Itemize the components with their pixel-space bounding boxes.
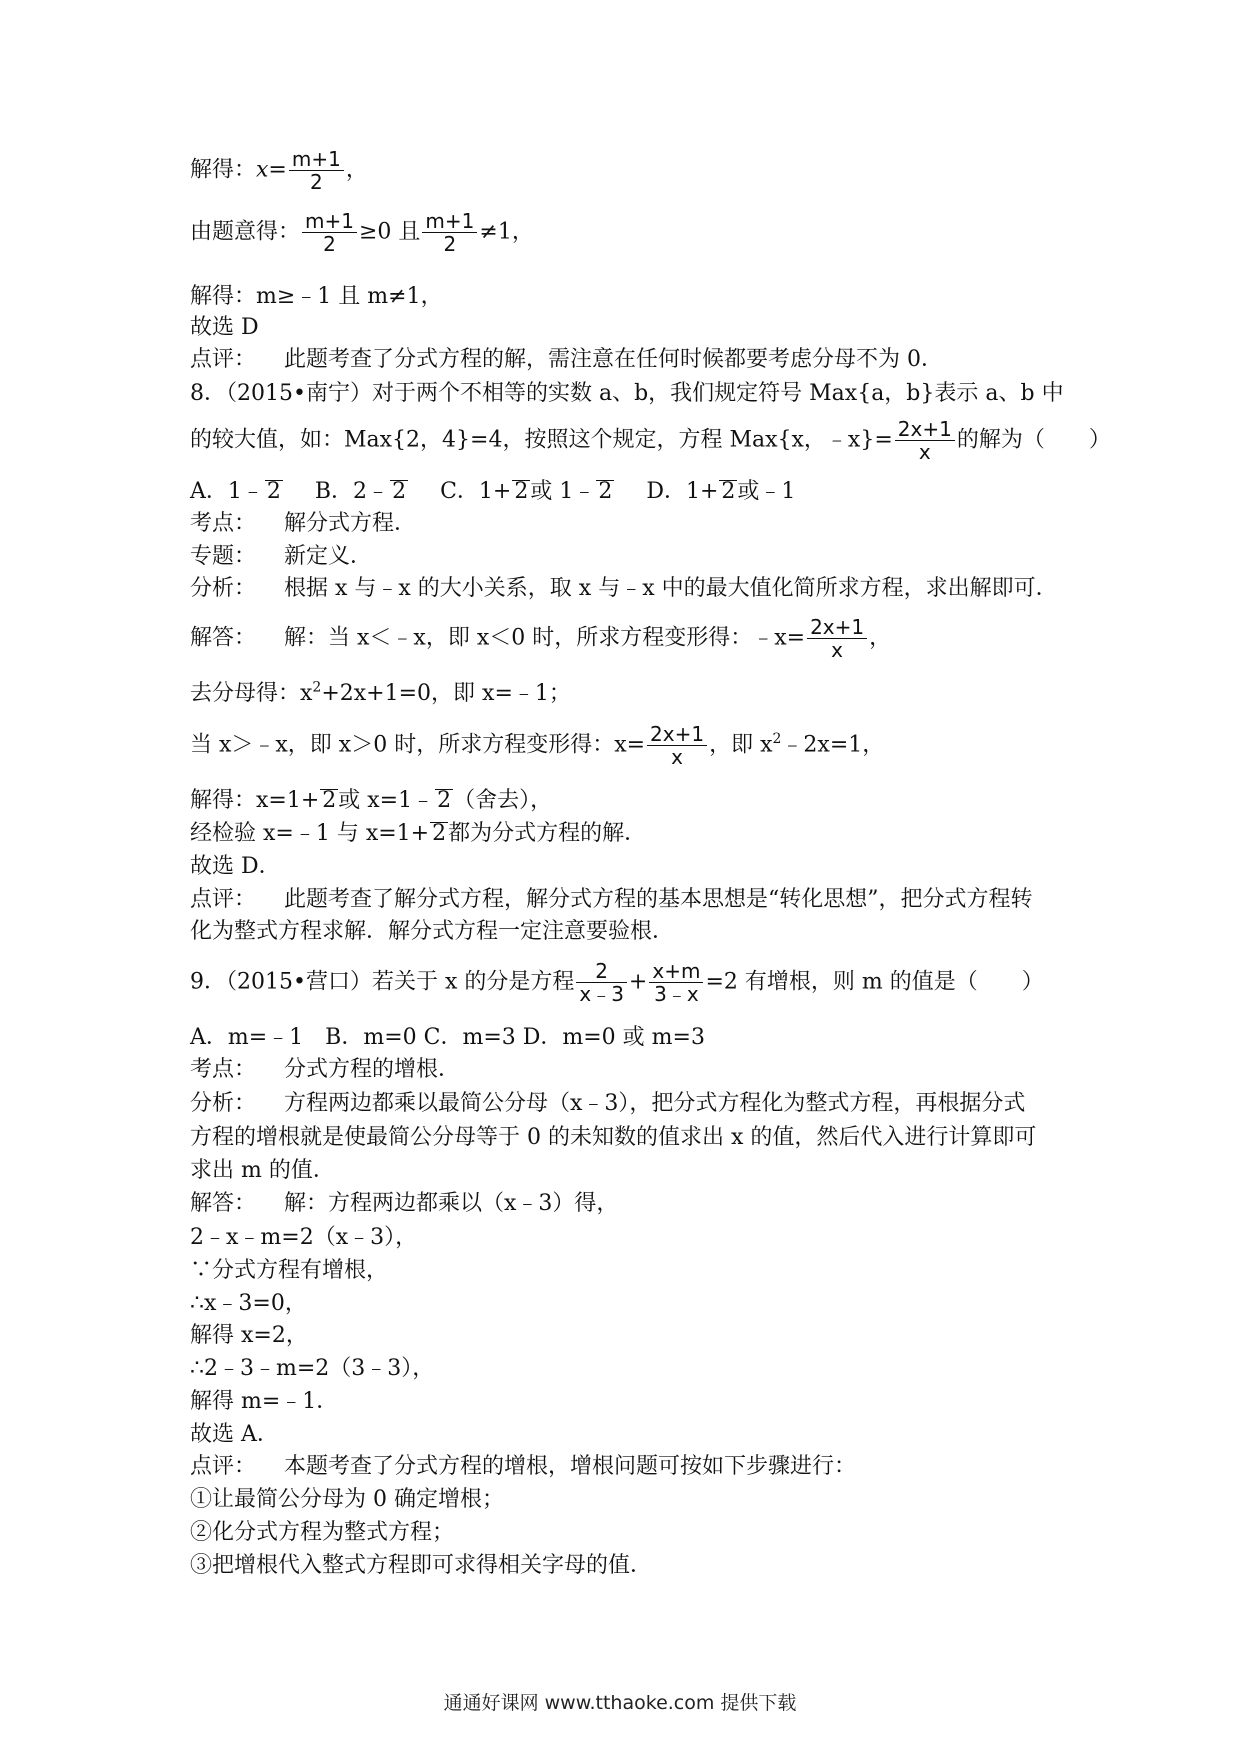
fraction xyxy=(302,210,357,255)
label: 分析： xyxy=(190,1091,257,1116)
question-9-options: A．m=﹣1 B．m=0 C．m=3 D．m=0 或 m=3 xyxy=(190,1025,705,1050)
question-8-options xyxy=(190,478,795,506)
fraction xyxy=(647,723,707,768)
text: 的解为（ ） xyxy=(956,427,1111,453)
text: ≥0 且 xyxy=(358,219,421,245)
text: 经检验 x=﹣1 与 x=1+ xyxy=(190,821,430,846)
fraction xyxy=(576,960,627,1005)
numerator: 2 xyxy=(576,960,627,983)
page-footer: 通通好课网 www.tthaoke.com 提供下载 xyxy=(443,1692,797,1714)
sqrt: 2 xyxy=(392,479,407,504)
label: 点评： xyxy=(190,347,257,372)
denominator: x xyxy=(671,745,683,769)
step-line xyxy=(190,787,552,815)
fenxi-line xyxy=(190,1090,1025,1118)
jieda-line xyxy=(190,616,891,661)
question-8-stem: 8．（2015•南宁）对于两个不相等的实数 a、b，我们规定符号 Max{a，b}表示 a、b 中 xyxy=(190,381,1064,406)
solution-line xyxy=(190,148,368,193)
condition-line xyxy=(190,210,534,255)
label: 考点： xyxy=(190,511,257,536)
question-9-stem xyxy=(190,960,1044,1005)
text: 9．（2015•营口）若关于 x 的分是方程 xyxy=(190,969,575,995)
numerator: x+m xyxy=(649,960,703,983)
fraction xyxy=(895,418,955,463)
denominator: x xyxy=(831,638,843,662)
label: 点评： xyxy=(190,1454,257,1479)
text: 解：方程两边都乘以（x﹣3）得， xyxy=(284,1191,619,1216)
text-line: 化为整式方程求解．解分式方程一定注意要验根． xyxy=(190,919,675,944)
superscript: 2 xyxy=(772,731,782,748)
question-8-stem xyxy=(190,418,1111,463)
text: 由题意得： xyxy=(190,219,301,245)
text: ﹣2x=1， xyxy=(781,732,885,758)
sqrt: 2 xyxy=(266,479,281,504)
option-a: A．1﹣ xyxy=(190,479,264,504)
numerator: 2x+1 xyxy=(807,616,867,639)
step-line xyxy=(190,820,646,848)
text: 分式方程的增根． xyxy=(284,1057,461,1082)
label: 专题： xyxy=(190,544,257,569)
sqrt: 2 xyxy=(432,821,447,846)
denominator: 2 xyxy=(443,232,457,256)
text: 此题考查了解分式方程，解分式方程的基本思想是“转化思想”，把分式方程转 xyxy=(284,887,1033,912)
fraction xyxy=(422,210,477,255)
step-line: ∴x﹣3=0， xyxy=(190,1291,307,1316)
numerator: m+1 xyxy=(302,210,357,233)
step-line: 解得 m=﹣1． xyxy=(190,1389,339,1414)
text: 的较大值，如：Max{2，4}=4，按照这个规定，方程 Max{x，﹣x}= xyxy=(190,427,893,453)
label: 点评： xyxy=(190,887,257,912)
step-line: 解得 x=2， xyxy=(190,1323,308,1348)
text: 或 1﹣ xyxy=(530,479,596,504)
numerator: 2x+1 xyxy=(895,418,955,441)
text: 本题考查了分式方程的增根，增根问题可按如下步骤进行： xyxy=(284,1454,857,1479)
text: 去分母得：x xyxy=(190,681,313,706)
label: 解答： xyxy=(190,625,257,651)
denominator: x xyxy=(918,440,931,464)
option-c: C．1+ xyxy=(440,479,512,504)
text: （舍去）， xyxy=(453,788,553,813)
kaodian-line xyxy=(190,510,416,538)
text: ， xyxy=(869,625,892,651)
text: 方程两边都乘以最简公分母（x﹣3），把分式方程化为整式方程，再根据分式 xyxy=(284,1091,1026,1116)
denominator: 2 xyxy=(323,232,336,256)
fenxi-line xyxy=(190,575,1058,603)
option-d: D．1+ xyxy=(646,479,719,504)
step-item: ①让最简公分母为 0 确定增根； xyxy=(190,1487,504,1512)
label: 解答： xyxy=(190,1191,257,1216)
text: 解分式方程． xyxy=(284,511,417,536)
sqrt: 2 xyxy=(514,479,529,504)
text: x= xyxy=(256,157,287,183)
kaodian-line xyxy=(190,1056,460,1084)
comment-line xyxy=(190,886,1033,914)
text: 都为分式方程的解． xyxy=(448,821,647,846)
denominator: 2 xyxy=(309,170,323,194)
superscript: 2 xyxy=(312,679,322,696)
numerator: m+1 xyxy=(289,148,344,171)
text: 解：当 x＜﹣x，即 x＜0 时，所求方程变形得：﹣x= xyxy=(284,625,806,651)
text: 此题考查了分式方程的解，需注意在任何时候都要考虑分母不为 0． xyxy=(284,347,944,372)
text: ，即 x xyxy=(709,732,773,758)
fraction xyxy=(649,960,703,1005)
text: ≠1， xyxy=(479,219,534,245)
sqrt: 2 xyxy=(437,788,452,813)
sqrt: 2 xyxy=(721,479,736,504)
label: 考点： xyxy=(190,1057,257,1082)
text: 解得： xyxy=(190,157,257,183)
text: 新定义． xyxy=(284,544,373,569)
text: 或﹣1 xyxy=(737,479,796,504)
jieda-line xyxy=(190,1190,618,1218)
text: 解得：x=1+ xyxy=(190,788,320,813)
comment-line xyxy=(190,346,943,374)
numerator: m+1 xyxy=(422,210,477,233)
step-line: ∵分式方程有增根， xyxy=(190,1258,389,1283)
step-line: 故选 A． xyxy=(190,1422,279,1447)
zhuanti-line xyxy=(190,543,372,571)
step-line xyxy=(190,680,571,708)
text-line: 求出 m 的值． xyxy=(190,1158,335,1183)
text: =2 有增根，则 m 的值是（ ） xyxy=(705,969,1044,995)
option-b: B．2﹣ xyxy=(314,479,390,504)
denominator: x﹣3 xyxy=(579,982,624,1006)
sqrt: 2 xyxy=(598,479,613,504)
sqrt: 2 xyxy=(322,788,337,813)
comment-line xyxy=(190,1453,856,1481)
step-line: 2﹣x﹣m=2（x﹣3）， xyxy=(190,1225,418,1250)
text: 当 x＞﹣x，即 x＞0 时，所求方程变形得：x= xyxy=(190,732,646,758)
text: 或 x=1﹣ xyxy=(338,788,435,813)
text-line: 故选 D xyxy=(190,315,259,340)
fraction xyxy=(807,616,867,661)
fraction xyxy=(289,148,344,193)
step-line xyxy=(190,723,884,768)
text: +2x+1=0，即 x=﹣1； xyxy=(321,681,571,706)
denominator: 3﹣x xyxy=(654,982,699,1006)
label: 分析： xyxy=(190,576,257,601)
text-line: 故选 D． xyxy=(190,854,281,879)
text-line: 解得：m≥﹣1 且 m≠1， xyxy=(190,284,443,309)
step-line: ∴2﹣3﹣m=2（3﹣3）， xyxy=(190,1356,435,1381)
text-line: 方程的增根就是使最简公分母等于 0 的未知数的值求出 x 的值，然后代入进行计算即可 xyxy=(190,1125,1037,1150)
step-item: ②化分式方程为整式方程； xyxy=(190,1520,455,1545)
step-item: ③把增根代入整式方程即可求得相关字母的值． xyxy=(190,1553,653,1578)
text: ， xyxy=(345,157,368,183)
text: + xyxy=(628,969,648,995)
numerator: 2x+1 xyxy=(647,723,707,746)
text: 根据 x 与﹣x 的大小关系，取 x 与﹣x 中的最大值化简所求方程，求出解即可． xyxy=(284,576,1058,601)
